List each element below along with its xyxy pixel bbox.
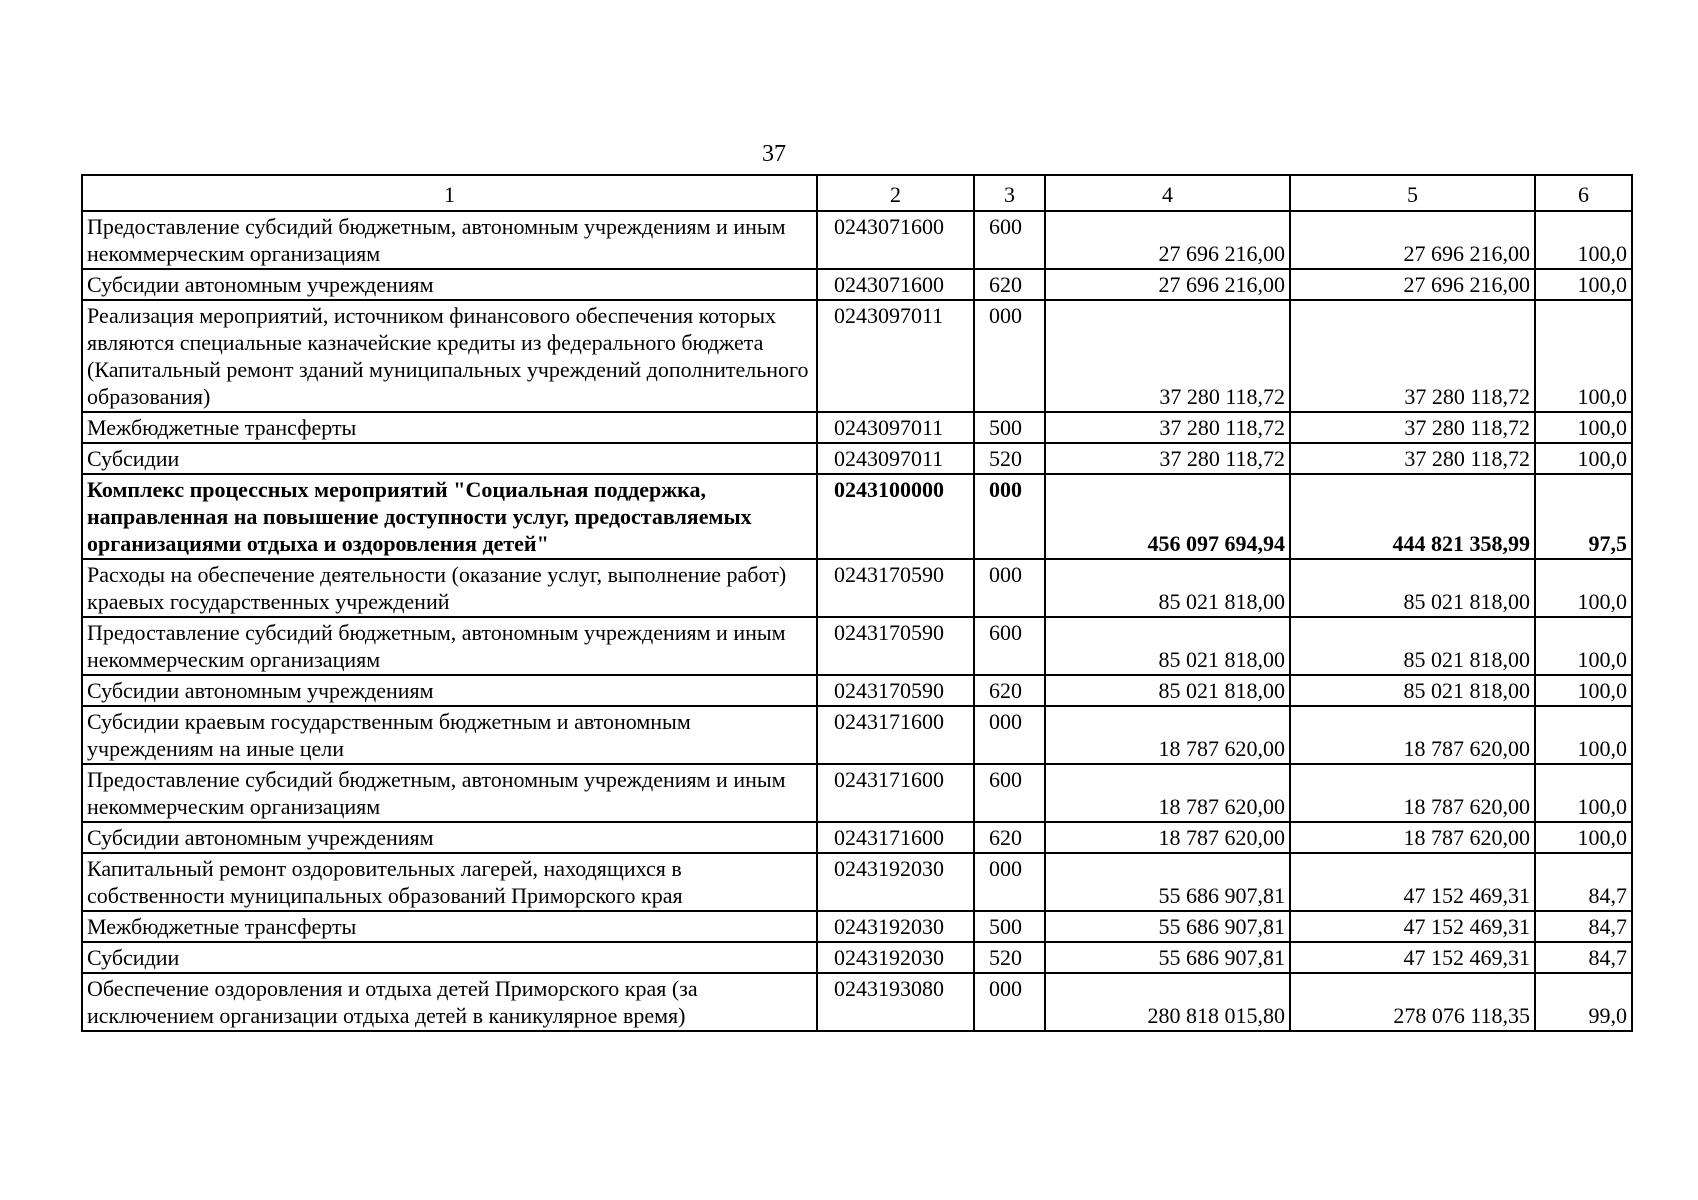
row-name-cell: Субсидии автономным учреждениям: [82, 269, 817, 300]
row-code-cell: 0243097011: [817, 300, 974, 412]
row-plan-cell: 37 280 118,72: [1045, 412, 1290, 443]
row-name-cell: Субсидии краевым государственным бюджетным и автономным учреждениям на иные цели: [82, 706, 817, 764]
row-name-cell: Обеспечение оздоровления и отдыха детей Приморского края (за исключением организации отдыха детей в каникулярное время): [82, 973, 817, 1031]
row-percent-cell: 100,0: [1535, 559, 1632, 617]
row-percent-cell: 100,0: [1535, 211, 1632, 269]
row-fact-cell: 85 021 818,00: [1290, 559, 1535, 617]
row-percent-cell: 100,0: [1535, 269, 1632, 300]
row-fact-cell: 37 280 118,72: [1290, 443, 1535, 474]
table-row: [82, 706, 1632, 764]
row-fact-cell: 278 076 118,35: [1290, 973, 1535, 1031]
table-row: [82, 617, 1632, 675]
row-type-cell: 000: [974, 474, 1045, 559]
row-name-cell: Реализация мероприятий, источником финансового обеспечения которых являются специальные казначейские кредиты из федерального бюджета (Капитальный ремонт зданий муниципальных учреждений дополнительного образования): [82, 300, 817, 412]
budget-table: [81, 174, 1633, 1032]
row-name-cell: Комплекс процессных мероприятий "Социальная поддержка, направленная на повышение доступности услуг, предоставляемых организациями отдыха и оздоровления детей": [82, 474, 817, 559]
header-cell-3: 3: [974, 175, 1045, 211]
table-row: [82, 942, 1632, 973]
row-name-cell: Предоставление субсидий бюджетным, автономным учреждениям и иным некоммерческим организациям: [82, 764, 817, 822]
row-plan-cell: 55 686 907,81: [1045, 942, 1290, 973]
row-type-cell: 000: [974, 300, 1045, 412]
row-name-cell: Межбюджетные трансферты: [82, 412, 817, 443]
table-header-row: [82, 175, 1632, 211]
row-plan-cell: 456 097 694,94: [1045, 474, 1290, 559]
row-percent-cell: 100,0: [1535, 443, 1632, 474]
row-name-cell: Предоставление субсидий бюджетным, автономным учреждениям и иным некоммерческим организациям: [82, 617, 817, 675]
row-percent-cell: 100,0: [1535, 412, 1632, 443]
page-number: 37: [762, 141, 786, 167]
row-code-cell: 0243170590: [817, 559, 974, 617]
row-fact-cell: 18 787 620,00: [1290, 822, 1535, 853]
row-code-cell: 0243170590: [817, 675, 974, 706]
row-type-cell: 000: [974, 853, 1045, 911]
row-code-cell: 0243170590: [817, 617, 974, 675]
row-fact-cell: 47 152 469,31: [1290, 911, 1535, 942]
row-percent-cell: 100,0: [1535, 617, 1632, 675]
table-row: [82, 412, 1632, 443]
header-cell-1: 1: [82, 175, 817, 211]
row-percent-cell: 100,0: [1535, 675, 1632, 706]
row-fact-cell: 85 021 818,00: [1290, 675, 1535, 706]
row-percent-cell: 100,0: [1535, 764, 1632, 822]
row-type-cell: 620: [974, 675, 1045, 706]
row-fact-cell: 18 787 620,00: [1290, 764, 1535, 822]
row-code-cell: 0243193080: [817, 973, 974, 1031]
row-code-cell: 0243171600: [817, 764, 974, 822]
row-type-cell: 600: [974, 211, 1045, 269]
table-row: [82, 675, 1632, 706]
row-type-cell: 500: [974, 412, 1045, 443]
row-plan-cell: 37 280 118,72: [1045, 443, 1290, 474]
row-code-cell: 0243171600: [817, 822, 974, 853]
row-name-cell: Предоставление субсидий бюджетным, автономным учреждениям и иным некоммерческим организациям: [82, 211, 817, 269]
row-type-cell: 600: [974, 764, 1045, 822]
row-type-cell: 520: [974, 942, 1045, 973]
row-code-cell: 0243097011: [817, 412, 974, 443]
row-plan-cell: 27 696 216,00: [1045, 211, 1290, 269]
row-type-cell: 500: [974, 911, 1045, 942]
row-fact-cell: 18 787 620,00: [1290, 706, 1535, 764]
row-type-cell: 620: [974, 822, 1045, 853]
row-fact-cell: 27 696 216,00: [1290, 211, 1535, 269]
row-fact-cell: 47 152 469,31: [1290, 942, 1535, 973]
row-plan-cell: 18 787 620,00: [1045, 822, 1290, 853]
row-fact-cell: 27 696 216,00: [1290, 269, 1535, 300]
row-name-cell: Расходы на обеспечение деятельности (оказание услуг, выполнение работ) краевых государственных учреждений: [82, 559, 817, 617]
row-fact-cell: 47 152 469,31: [1290, 853, 1535, 911]
header-cell-2: 2: [817, 175, 974, 211]
row-code-cell: 0243071600: [817, 211, 974, 269]
table-row: [82, 211, 1632, 269]
row-name-cell: Межбюджетные трансферты: [82, 911, 817, 942]
row-percent-cell: 84,7: [1535, 911, 1632, 942]
row-code-cell: 0243192030: [817, 911, 974, 942]
row-percent-cell: 84,7: [1535, 853, 1632, 911]
row-percent-cell: 97,5: [1535, 474, 1632, 559]
row-plan-cell: 280 818 015,80: [1045, 973, 1290, 1031]
row-plan-cell: 85 021 818,00: [1045, 559, 1290, 617]
row-plan-cell: 18 787 620,00: [1045, 706, 1290, 764]
row-plan-cell: 85 021 818,00: [1045, 675, 1290, 706]
row-name-cell: Субсидии автономным учреждениям: [82, 675, 817, 706]
row-name-cell: Капитальный ремонт оздоровительных лагерей, находящихся в собственности муниципальных образований Приморского края: [82, 853, 817, 911]
row-code-cell: 0243097011: [817, 443, 974, 474]
row-code-cell: 0243171600: [817, 706, 974, 764]
row-plan-cell: 37 280 118,72: [1045, 300, 1290, 412]
table-row: [82, 973, 1632, 1031]
header-cell-5: 5: [1290, 175, 1535, 211]
row-plan-cell: 55 686 907,81: [1045, 853, 1290, 911]
table-row: [82, 559, 1632, 617]
row-percent-cell: 99,0: [1535, 973, 1632, 1031]
header-cell-6: 6: [1535, 175, 1632, 211]
table-row: [82, 822, 1632, 853]
row-code-cell: 0243071600: [817, 269, 974, 300]
row-fact-cell: 37 280 118,72: [1290, 300, 1535, 412]
table-row: [82, 911, 1632, 942]
table-row: [82, 443, 1632, 474]
row-plan-cell: 55 686 907,81: [1045, 911, 1290, 942]
row-fact-cell: 444 821 358,99: [1290, 474, 1535, 559]
row-type-cell: 000: [974, 973, 1045, 1031]
row-name-cell: Субсидии: [82, 942, 817, 973]
row-type-cell: 000: [974, 559, 1045, 617]
row-fact-cell: 85 021 818,00: [1290, 617, 1535, 675]
row-name-cell: Субсидии: [82, 443, 817, 474]
row-fact-cell: 37 280 118,72: [1290, 412, 1535, 443]
row-code-cell: 0243100000: [817, 474, 974, 559]
row-type-cell: 620: [974, 269, 1045, 300]
table-row: [82, 300, 1632, 412]
row-type-cell: 000: [974, 706, 1045, 764]
row-plan-cell: 18 787 620,00: [1045, 764, 1290, 822]
row-plan-cell: 85 021 818,00: [1045, 617, 1290, 675]
header-cell-4: 4: [1045, 175, 1290, 211]
row-type-cell: 600: [974, 617, 1045, 675]
row-code-cell: 0243192030: [817, 853, 974, 911]
row-percent-cell: 100,0: [1535, 822, 1632, 853]
table-row: [82, 269, 1632, 300]
table-row: [82, 853, 1632, 911]
row-type-cell: 520: [974, 443, 1045, 474]
row-percent-cell: 100,0: [1535, 300, 1632, 412]
row-code-cell: 0243192030: [817, 942, 974, 973]
table-row: [82, 474, 1632, 559]
row-name-cell: Субсидии автономным учреждениям: [82, 822, 817, 853]
table-row: [82, 764, 1632, 822]
row-percent-cell: 84,7: [1535, 942, 1632, 973]
row-percent-cell: 100,0: [1535, 706, 1632, 764]
row-plan-cell: 27 696 216,00: [1045, 269, 1290, 300]
